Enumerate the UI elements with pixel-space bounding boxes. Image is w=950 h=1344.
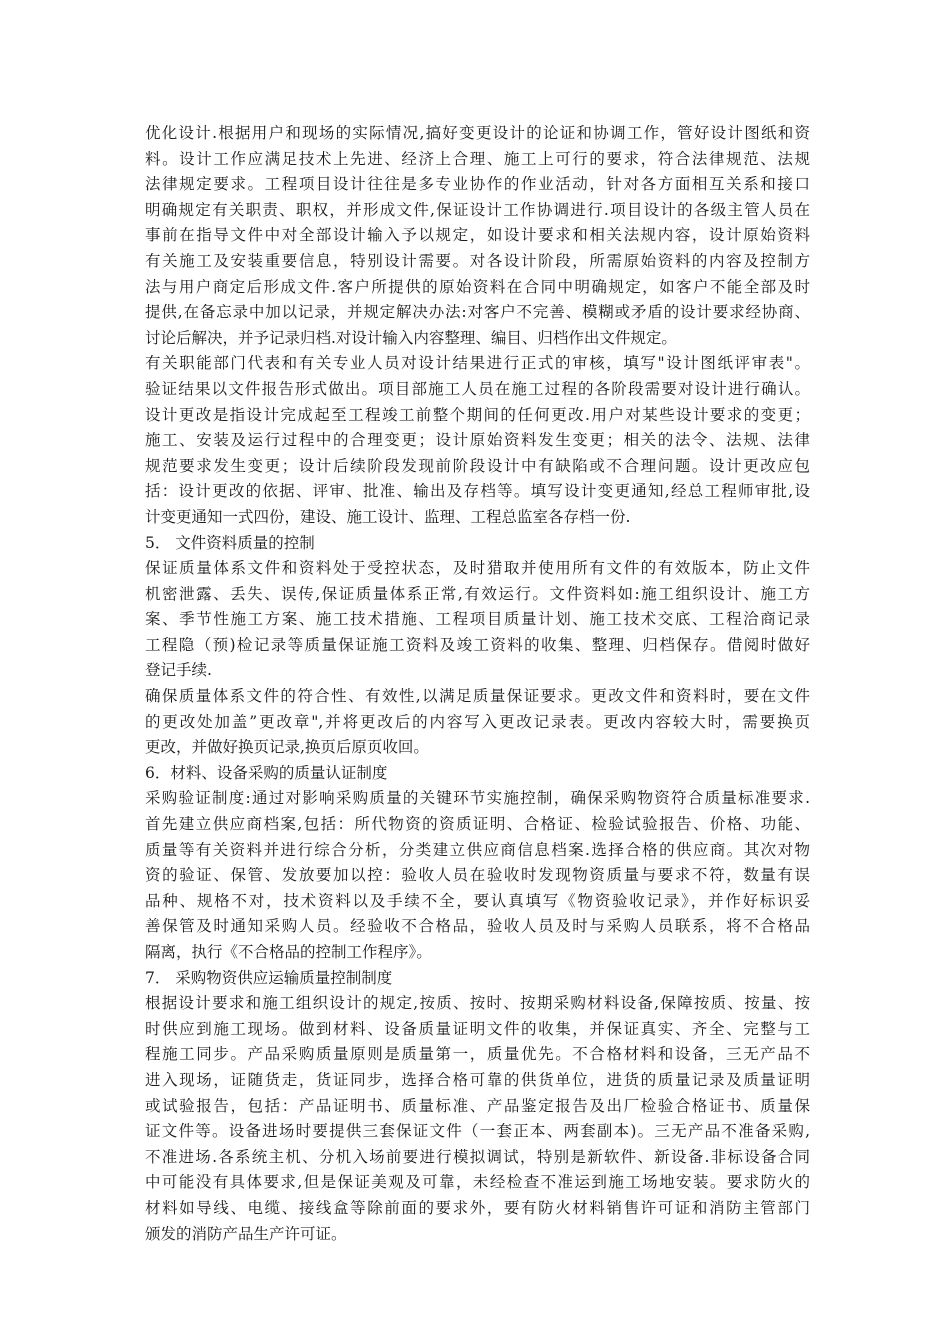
text-line: 事前在指导文件中对全部设计输入予以规定，如设计要求和相关法规内容，设计原始资料 [145,226,810,245]
text-line: 或试验报告，包括：产品证明书、质量标准、产品鉴定报告及出厂检验合格证书、质量保 [145,1096,810,1115]
text-line: 案、季节性施工方案、施工技术措施、工程项目质量计划、施工技术交底、工程洽商记录 [145,610,810,629]
text-line: 善保管及时通知采购人员。经验收不合格品，验收人员及时与采购人员联系，将不合格品 [145,917,810,936]
text-line: 料。设计工作应满足技术上先进、经济上合理、施工上可行的要求，符合法律规范、法规 [145,149,810,168]
text-line: 进入现场，证随货走，货证同步，选择合格可靠的供货单位，进货的质量记录及质量证明 [145,1070,810,1089]
paragraph [145,556,810,684]
text-line: 中可能没有具体要求,但是保证美观及可靠，未经检查不准运到施工场地安装。要求防火的 [145,1173,810,1192]
text-line: 证文件等。设备进场时要提供三套保证文件（一套正本、两套副本)。三无产品不准备采购, [145,1122,810,1141]
text-line: 工程隐（预)检记录等质量保证施工资料及竣工资料的收集、整理、归档保存。借阅时做好 [145,635,810,654]
text-line: 不准进场.各系统主机、分机入场前要进行模拟调试，特别是新软件、新设备.非标设备合同 [145,1147,810,1166]
text-line: 质量等有关资料并进行综合分析，分类建立供应商信息档案.选择合格的供应商。其次对物 [145,840,810,859]
text-line: 讨论后解决，并予记录归档.对设计输入内容整理、编目、归档作出文件规定。 [145,328,677,347]
section-heading: 5． 文件资料质量的控制 [145,533,315,552]
text-line: 颁发的消防产品生产许可证。 [145,1224,347,1243]
paragraph [145,121,810,351]
text-line: 提供,在备忘录中加以记录，并规定解决办法:对客户不完善、模糊或矛盾的设计要求经协商、 [145,303,810,322]
text-line: 隔离，执行《不合格品的控制工作程序》。 [145,943,432,961]
document-body [145,121,810,1247]
text-line: 采购验证制度:通过对影响采购质量的关键环节实施控制，确保采购物资符合质量标准要求. [145,789,810,808]
text-line: 品种、规格不对，技术资料以及手续不全，要认真填写《物资验收记录》，并作好标识妥 [145,891,810,910]
text-line: 登记手续. [145,661,212,680]
text-line: 有关职能部门代表和有关专业人员对设计结果进行正式的审核，填写"设计图纸评审表"。 [145,354,810,373]
text-line: 确保质量体系文件的符合性、有效性,以满足质量保证要求。更改文件和资料时，要在文件 [145,687,810,706]
text-line: 根据设计要求和施工组织设计的规定,按质、按时、按期采购材料设备,保障按质、按量、按 [145,994,810,1013]
text-line: 更改，并做好换页记录,换页后原页收回。 [145,738,429,757]
text-line: 优化设计.根据用户和现场的实际情况,搞好变更设计的论证和协调工作，管好设计图纸和资 [145,124,810,142]
text-line: 机密泄露、丢失、误传,保证质量体系正常,有效运行。文件资料如:施工组织设计、施工方 [145,584,810,603]
text-line: 明确规定有关职责、职权，并形成文件,保证设计工作协调进行.项目设计的各级主管人员在 [145,200,810,219]
section-heading: 6．材料、设备采购的质量认证制度 [145,763,388,782]
text-line: 施工、安装及运行过程中的合理变更；设计原始资料发生变更；相关的法令、法规、法律 [145,431,810,450]
paragraph [145,786,810,965]
text-line: 法律规定要求。工程项目设计往往是多专业协作的作业活动，针对各方面相互关系和接口 [145,175,810,194]
paragraph [145,991,810,1247]
text-line: 括：设计更改的依据、评审、批准、输出及存档等。填写设计变更通知,经总工程师审批,设 [145,482,810,501]
text-line: 程施工同步。产品采购质量原则是质量第一，质量优先。不合格材料和设备，三无产品不 [145,1045,810,1064]
text-line: 时供应到施工现场。做到材料、设备质量证明文件的收集，并保证真实、齐全、完整与工 [145,1019,810,1038]
text-line: 设计更改是指设计完成起至工程竣工前整个期间的任何更改.用户对某些设计要求的变更； [145,405,810,424]
section-heading: 7． 采购物资供应运输质量控制制度 [145,968,393,987]
text-line: 保证质量体系文件和资料处于受控状态，及时猎取并使用所有文件的有效版本，防止文件 [145,559,810,578]
text-line: 规范要求发生变更；设计后续阶段发现前阶段设计中有缺陷或不合理问题。设计更改应包 [145,456,810,475]
text-line: 首先建立供应商档案,包括：所代物资的资质证明、合格证、检验试验报告、价格、功能、 [145,815,810,834]
text-line: 的更改处加盖”更改章",并将更改后的内容写入更改记录表。更改内容较大时，需要换页 [145,712,810,731]
text-line: 材料如导线、电缆、接线盒等除前面的要求外，要有防火材料销售许可证和消防主管部门 [145,1198,810,1217]
text-line: 有关施工及安装重要信息，特别设计需要。对各设计阶段，所需原始资料的内容及控制方 [145,251,810,270]
text-line: 计变更通知一式四份，建设、施工设计、监理、工程总监室各存档一份. [145,507,631,526]
text-line: 资的验证、保管、发放要加以控：验收人员在验收时发现物资质量与要求不符，数量有误 [145,866,810,885]
text-line: 法与用户商定后形成文件.客户所提供的原始资料在合同中明确规定，如客户不能全部及时 [145,277,810,296]
paragraph [145,684,810,761]
text-line: 验证结果以文件报告形式做出。项目部施工人员在施工过程的各阶段需要对设计进行确认。 [145,379,810,398]
paragraph [145,351,810,530]
